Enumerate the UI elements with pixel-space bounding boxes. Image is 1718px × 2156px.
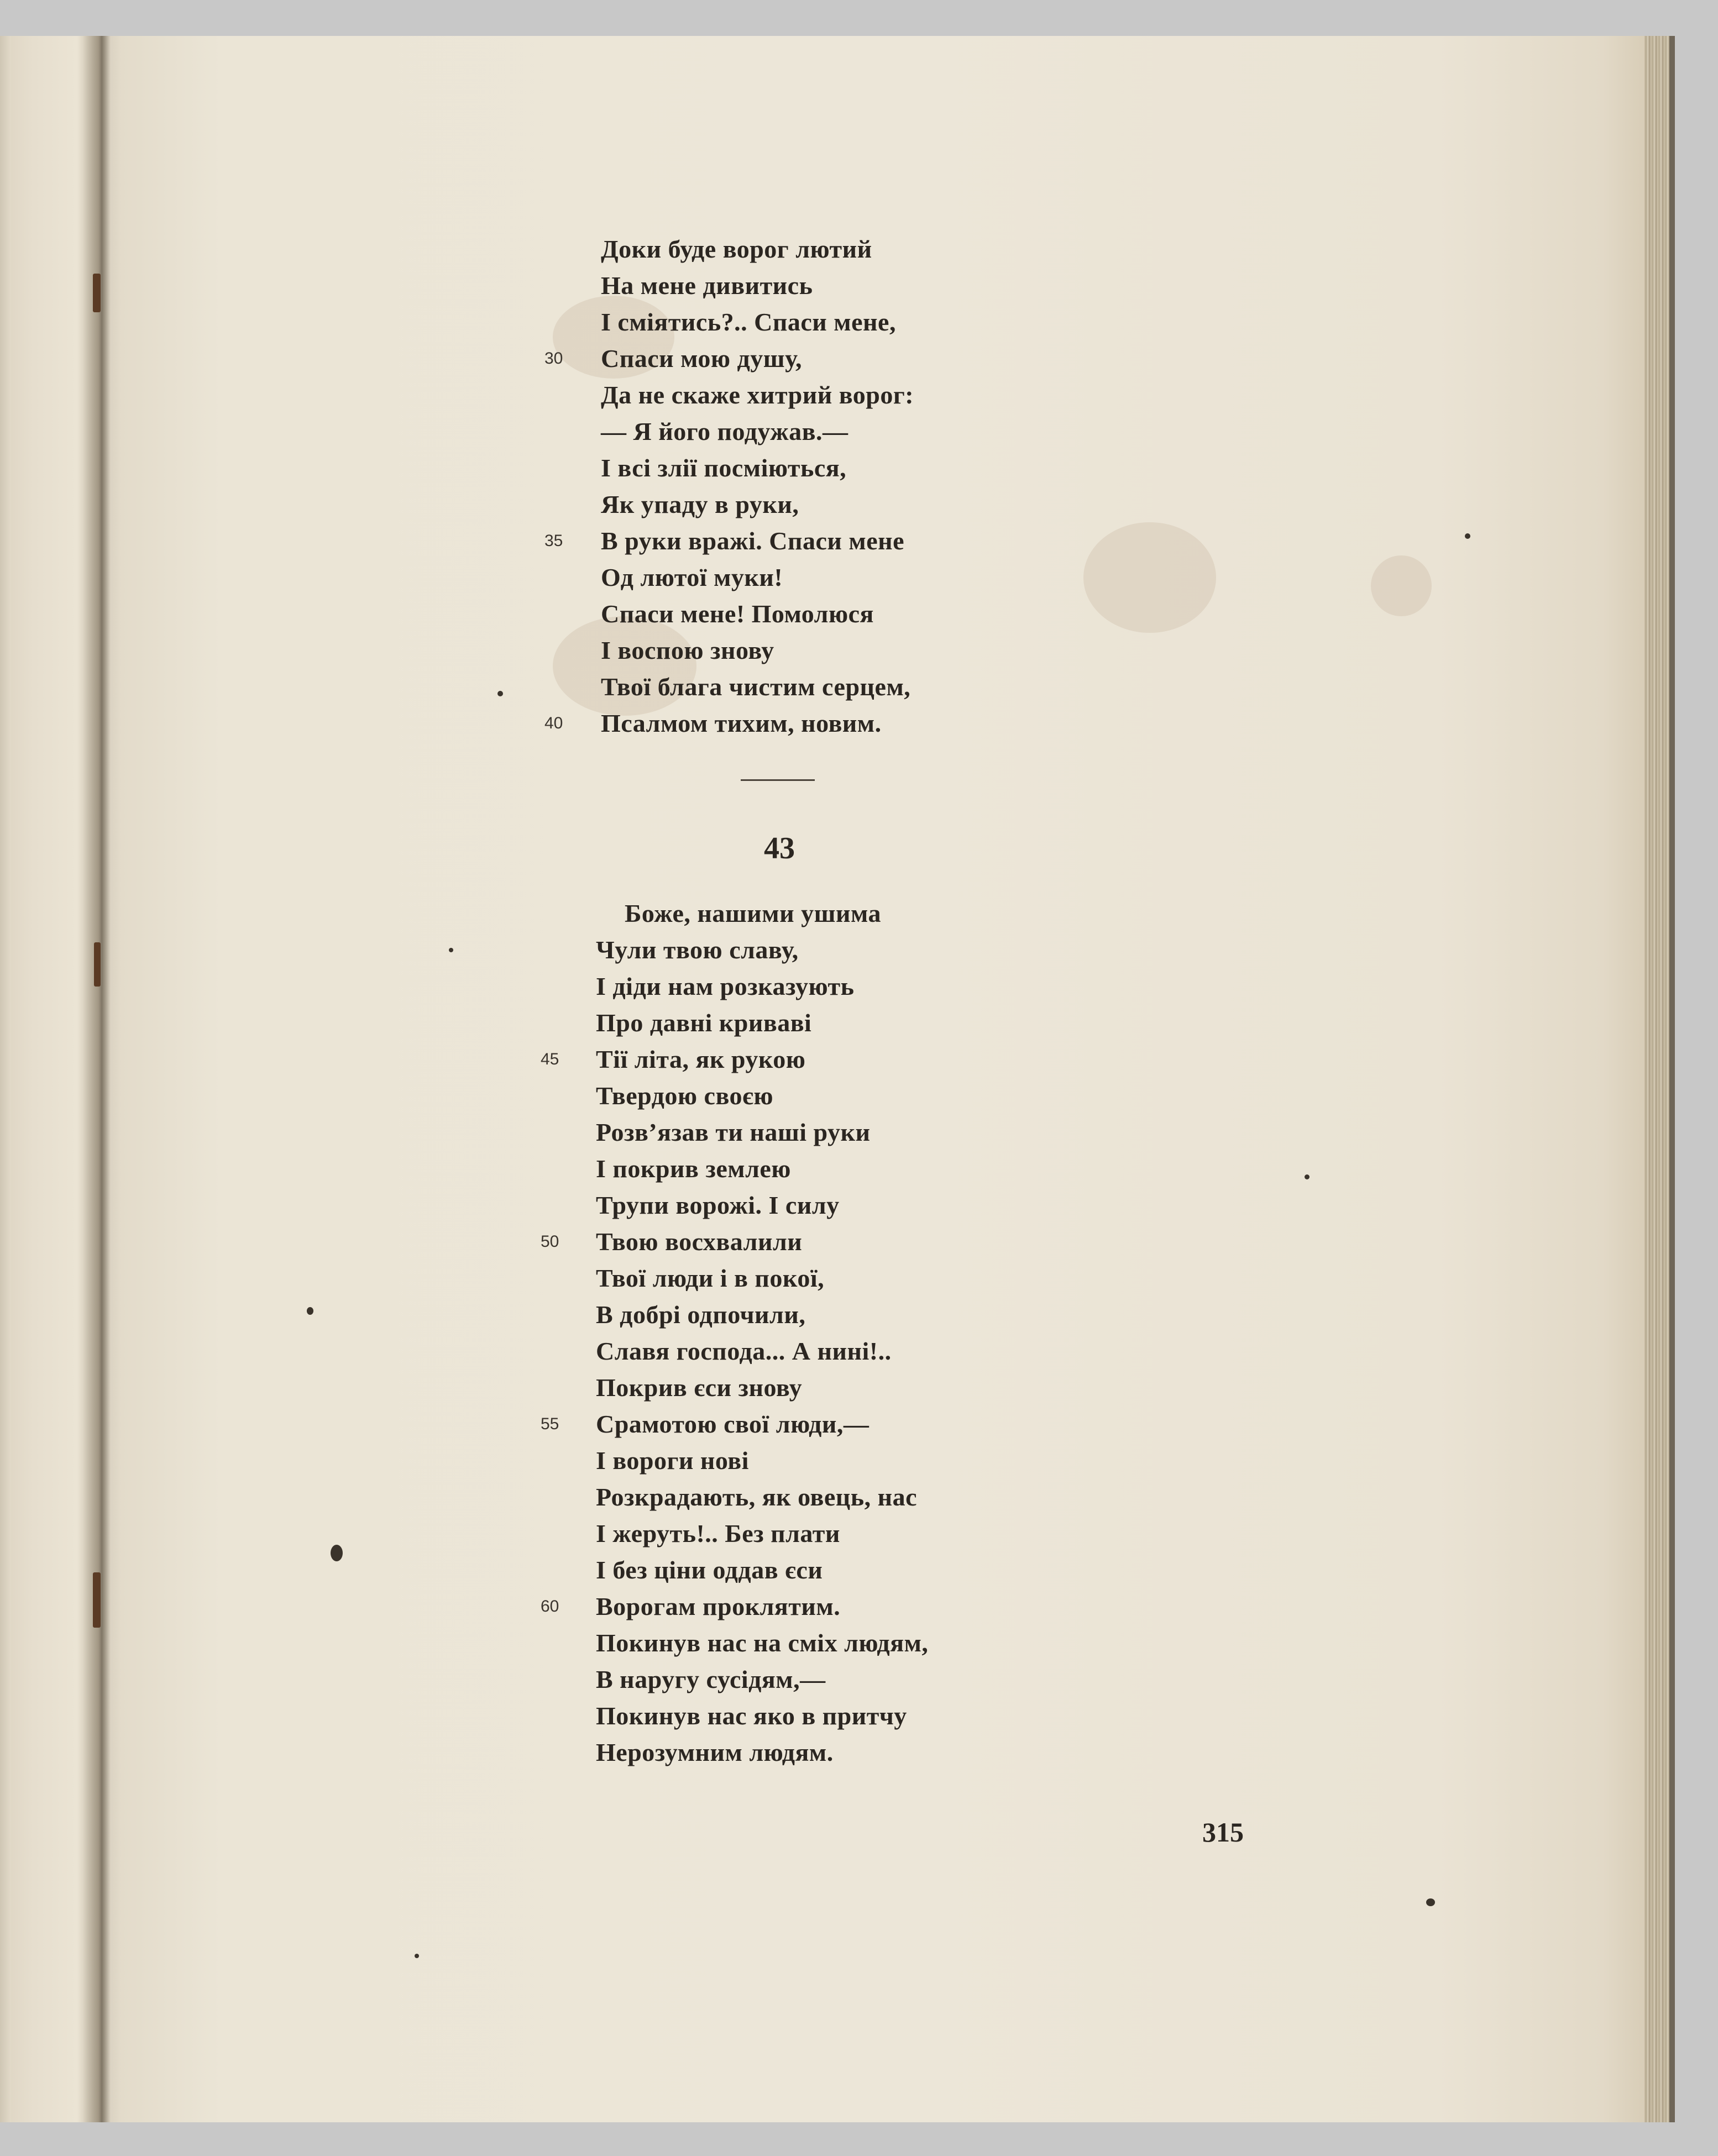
paper-speck [1465,533,1470,539]
verse-line: Нерозумним людям. [596,1738,834,1766]
verse-line: В руки вражі. Спаси мене [601,527,905,555]
verse-line: Твою восхвалили [596,1227,803,1256]
verse-line: Покинув нас яко в притчу [596,1702,907,1730]
verse-line: Спаси мене! Помолюся [601,600,874,628]
verse-line: Од лютої муки! [601,563,783,591]
verse-line: Псалмом тихим, новим. [601,709,882,737]
page-number: 315 [1202,1817,1244,1848]
line-number: 50 [541,1232,559,1251]
line-number: 55 [541,1415,559,1433]
line-number: 30 [544,349,563,368]
verse-line: Славя господа... А нині!.. [596,1337,892,1365]
verse-line: І воспою знову [601,636,774,664]
verse-line: На мене дивитись [601,271,813,300]
verse-line: Як упаду в руки, [601,490,799,518]
verse-line: Твердою своєю [596,1082,774,1110]
verse-line: Про давні криваві [596,1009,812,1037]
left-page-edge [0,36,11,2122]
binding-thread-mark [93,1572,101,1628]
book-gutter [83,36,122,2122]
verse-line: І сміятись?.. Спаси мене, [601,308,896,336]
line-number: 35 [544,532,563,550]
psalm-number-heading: 43 [764,831,795,865]
paper-speck [307,1307,313,1315]
line-number: 60 [541,1597,559,1615]
verse-line: І жеруть!.. Без плати [596,1519,840,1548]
verse-line: Покрив єси знову [596,1373,803,1402]
verse-line: І діди нам розказують [596,972,855,1000]
verse-line: Твої люди і в покої, [596,1264,825,1292]
verse-line: Покинув нас на сміх людям, [596,1629,929,1657]
verse-line: І без ціни оддав єси [596,1556,823,1584]
book-page-scan [0,36,1675,2122]
paper-speck [1305,1174,1310,1179]
line-number: 40 [544,714,563,732]
paper-speck [331,1545,343,1561]
paper-speck [497,691,503,696]
verse-line: Спаси мою душу, [601,344,803,373]
page-stack-shadow [1669,36,1675,2122]
verse-line: Срамотою свої люди,— [596,1410,870,1438]
verse-line: І вороги нові [596,1446,749,1475]
verse-line: Розкрадають, як овець, нас [596,1483,918,1511]
verse-line: І покрив землею [596,1155,791,1183]
verse-line: Розв’язав ти наші руки [596,1118,871,1146]
paper-stain [1371,555,1432,616]
verse-line: В наругу сусідям,— [596,1665,826,1693]
verse-line: Боже, нашими ушима [625,899,881,927]
verse-line: В добрі одпочили, [596,1300,806,1329]
verse-line: Доки буде ворог лютий [601,235,872,263]
verse-line: Трупи ворожі. І силу [596,1191,840,1219]
binding-thread-mark [94,942,101,987]
section-divider [741,779,815,781]
verse-line: Твої блага чистим серцем, [601,673,911,701]
binding-thread-mark [93,274,101,312]
paper-speck [415,1954,419,1958]
paper-speck [1426,1898,1435,1906]
paper-speck [449,948,453,952]
verse-line: Чули твою славу, [596,936,799,964]
verse-line: Тії літа, як рукою [596,1045,806,1073]
verse-line: Да не скаже хитрий ворог: [601,381,914,409]
verse-line: — Я його подужав.— [601,417,848,445]
paper-stain [1083,522,1216,633]
line-number: 45 [541,1050,559,1068]
verse-line: Ворогам проклятим. [596,1592,841,1620]
verse-line: І всі злії посміються, [601,454,847,482]
